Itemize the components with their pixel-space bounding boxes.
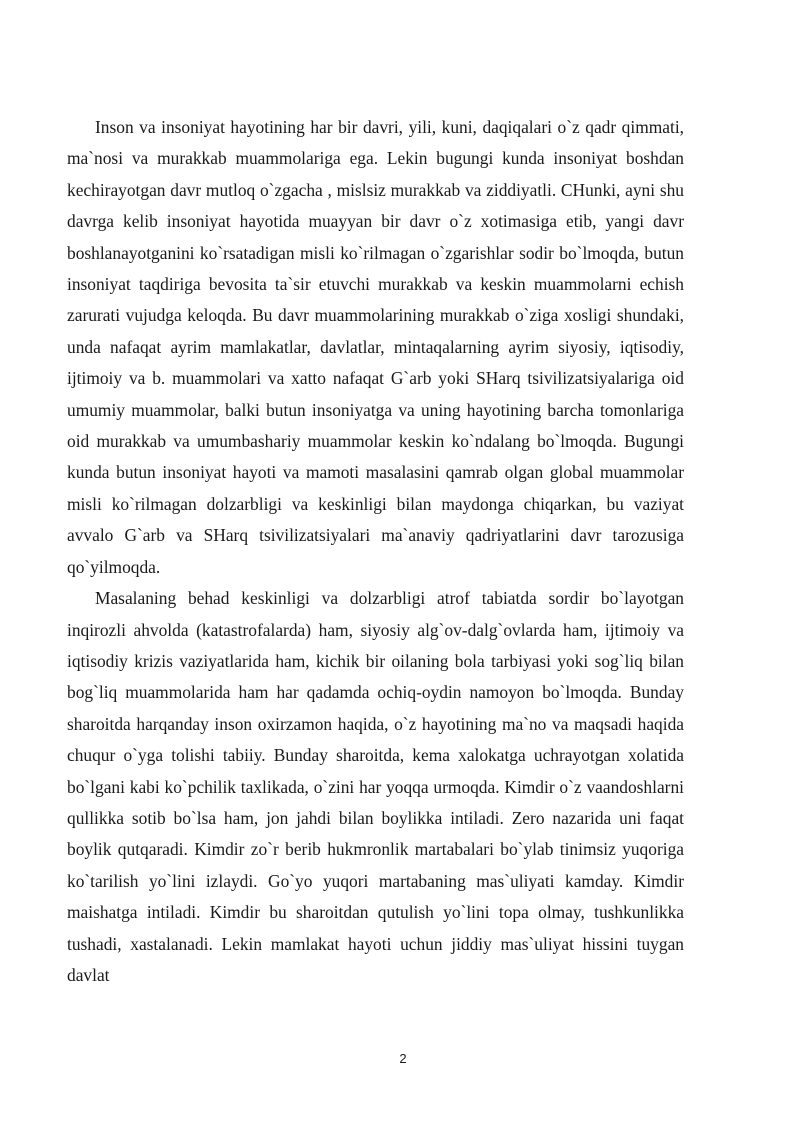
paragraph-2: Masalaning behad keskinligi va dolzarbligi atrof tabiatda sordir bo`layotgan inqirozli ahvolda (katastrofalarda) ham, siyosiy alg`ov-dalg`ovlarda ham, ijtimoiy va iqtisodiy krizis vaziyatlarida ham, kichik bir oilaning bola tarbiyasi yoki sog`liq bilan bog`liq muammolarida ham har qadamda ochiq-oydin namoyon bo`lmoqda. Bunday sharoitda harqanday inson oxirzamon haqida, o`z hayotining ma`no va maqsadi haqida chuqur o`yga tolishi tabiiy. Bunday sharoitda, kema xalokatga uchrayotgan xolatida bo`lgani kabi ko`pchilik taxlikada, o`zini har yoqqa urmoqda. Kimdir o`z vaandoshlarni qullikka sotib bo`lsa ham, jon jahdi bilan boylikka intiladi. Zero nazarida uni faqat boylik qutqaradi. Kimdir zo`r berib hukmronlik martabalari bo`ylab tinimsiz yuqoriga ko`tarilish yo`lini izlaydi. Go`yo yuqori martabaning mas`uliyati kamday. Kimdir maishatga intiladi. Kimdir bu sharoitdan qutulish yo`lini topa olmay, tushkunlikka tushadi, xastalanadi. Lekin mamlakat hayoti uchun jiddiy mas`uliyat hissini tuygan davlat	[67, 588, 684, 985]
document-body	[67, 112, 684, 991]
page-number: 2	[399, 1051, 407, 1066]
paragraph-1: Inson va insoniyat hayotining har bir davri, yili, kuni, daqiqalari o`z qadr qimmati, ma`nosi va murakkab muammolariga ega. Lekin bugungi kunda insoniyat boshdan kechirayotgan davr mutloq o`zgacha , mislsiz murakkab va ziddiyatli. CHunki, ayni shu davrga kelib insoniyat hayotida muayyan bir davr o`z xotimasiga etib, yangi davr boshlanayotganini ko`rsatadigan misli ko`rilmagan o`zgarishlar sodir bo`lmoqda, butun insoniyat taqdiriga bevosita ta`sir etuvchi murakkab va keskin muammolarni echish zarurati vujudga keloqda. Bu davr muammolarining murakkab o`ziga xosligi shundaki, unda nafaqat ayrim mamlakatlar, davlatlar, mintaqalarning ayrim siyosiy, iqtisodiy, ijtimoiy va b. muammolari va xatto nafaqat G`arb yoki SHarq tsivilizatsiyalariga oid umumiy muammolar, balki butun insoniyatga va uning hayotining barcha tomonlariga oid murakkab va umumbashariy muammolar keskin ko`ndalang bo`lmoqda. Bugungi kunda butun insoniyat hayoti va mamoti masalasini qamrab olgan global muammolar misli ko`rilmagan dolzarbligi va keskinligi bilan maydonga chiqarkan, bu vaziyat avvalo G`arb va SHarq tsivilizatsiyalari ma`anaviy qadriyatlarini davr tarozusiga qo`yilmoqda.	[67, 117, 684, 577]
